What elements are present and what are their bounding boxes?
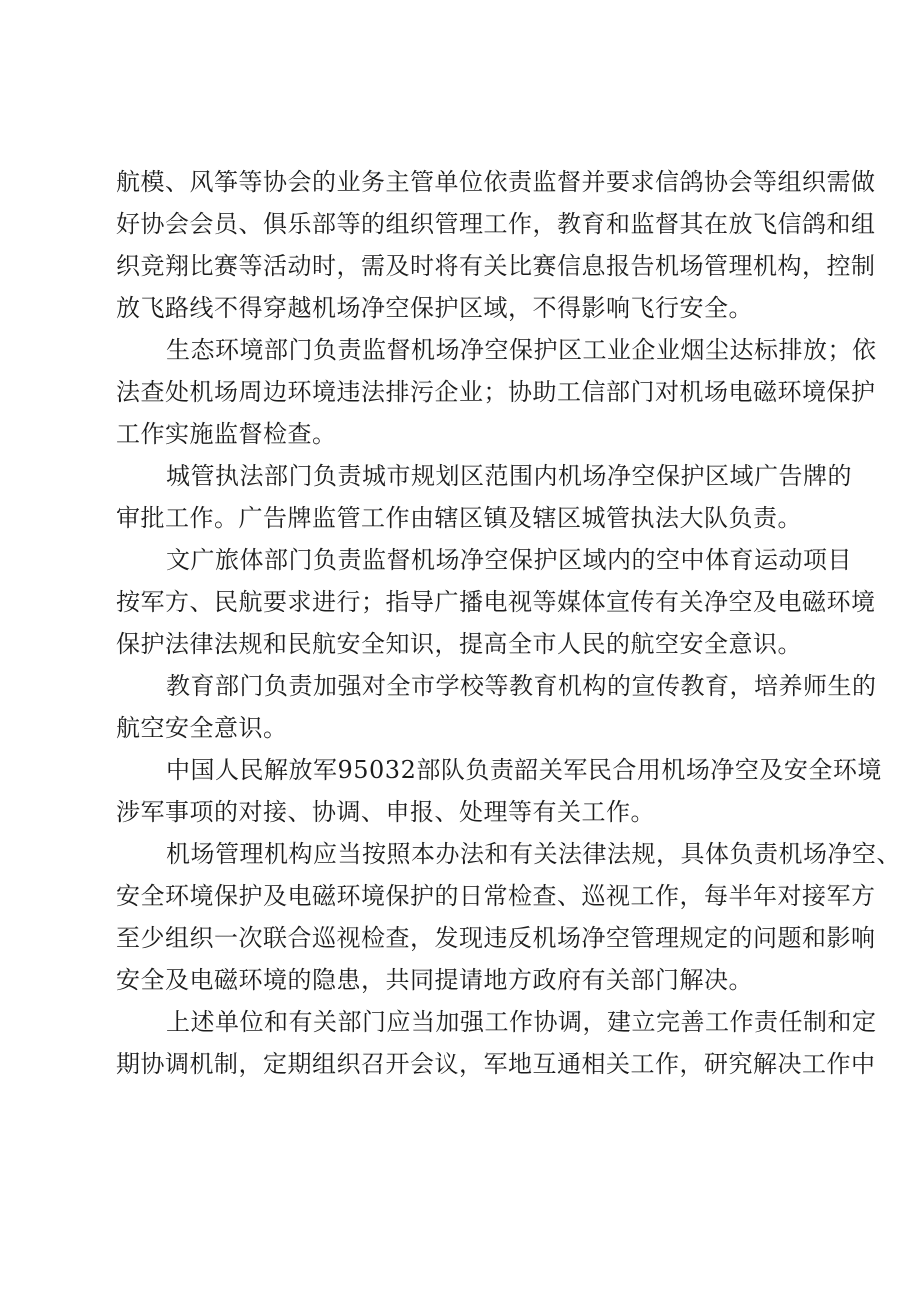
text-line: 航模、风筝等协会的业务主管单位依责监督并要求信鸽协会等组织需做 <box>116 168 876 196</box>
text-line: 中国人民解放军95032部队负责韶关军民合用机场净空及安全环境 <box>166 756 882 784</box>
text-line: 航空安全意识。 <box>116 714 288 742</box>
text-line: 安全环境保护及电磁环境保护的日常检查、巡视工作，每半年对接军方 <box>116 882 876 910</box>
text-line: 审批工作。广告牌监管工作由辖区镇及辖区城管执法大队负责。 <box>116 504 802 532</box>
document-body <box>116 161 901 1085</box>
text-line: 涉军事项的对接、协调、申报、处理等有关工作。 <box>116 798 655 826</box>
text-line: 机场管理机构应当按照本办法和有关法律法规，具体负责机场净空、 <box>166 840 901 868</box>
text-line: 期协调机制，定期组织召开会议，军地互通相关工作，研究解决工作中 <box>116 1050 876 1078</box>
text-line: 放飞路线不得穿越机场净空保护区域，不得影响飞行安全。 <box>116 294 753 322</box>
text-line: 文广旅体部门负责监督机场净空保护区域内的空中体育运动项目 <box>166 546 852 574</box>
text-line: 法查处机场周边环境违法排污企业；协助工信部门对机场电磁环境保护 <box>116 378 876 406</box>
text-line: 按军方、民航要求进行；指导广播电视等媒体宣传有关净空及电磁环境 <box>116 588 876 616</box>
text-line: 织竞翔比赛等活动时，需及时将有关比赛信息报告机场管理机构，控制 <box>116 252 876 280</box>
text-line: 保护法律法规和民航安全知识，提高全市人民的航空安全意识。 <box>116 630 802 658</box>
text-line: 上述单位和有关部门应当加强工作协调，建立完善工作责任制和定 <box>166 1008 877 1036</box>
text-line: 至少组织一次联合巡视检查，发现违反机场净空管理规定的问题和影响 <box>116 924 876 952</box>
text-line: 教育部门负责加强对全市学校等教育机构的宣传教育，培养师生的 <box>166 672 877 700</box>
text-line: 好协会会员、俱乐部等的组织管理工作，教育和监督其在放飞信鸽和组 <box>116 210 876 238</box>
text-line: 工作实施监督检查。 <box>116 420 337 448</box>
text-line: 安全及电磁环境的隐患，共同提请地方政府有关部门解决。 <box>116 966 753 994</box>
text-line: 城管执法部门负责城市规划区范围内机场净空保护区域广告牌的 <box>166 462 852 490</box>
text-line: 生态环境部门负责监督机场净空保护区工业企业烟尘达标排放；依 <box>166 336 877 364</box>
